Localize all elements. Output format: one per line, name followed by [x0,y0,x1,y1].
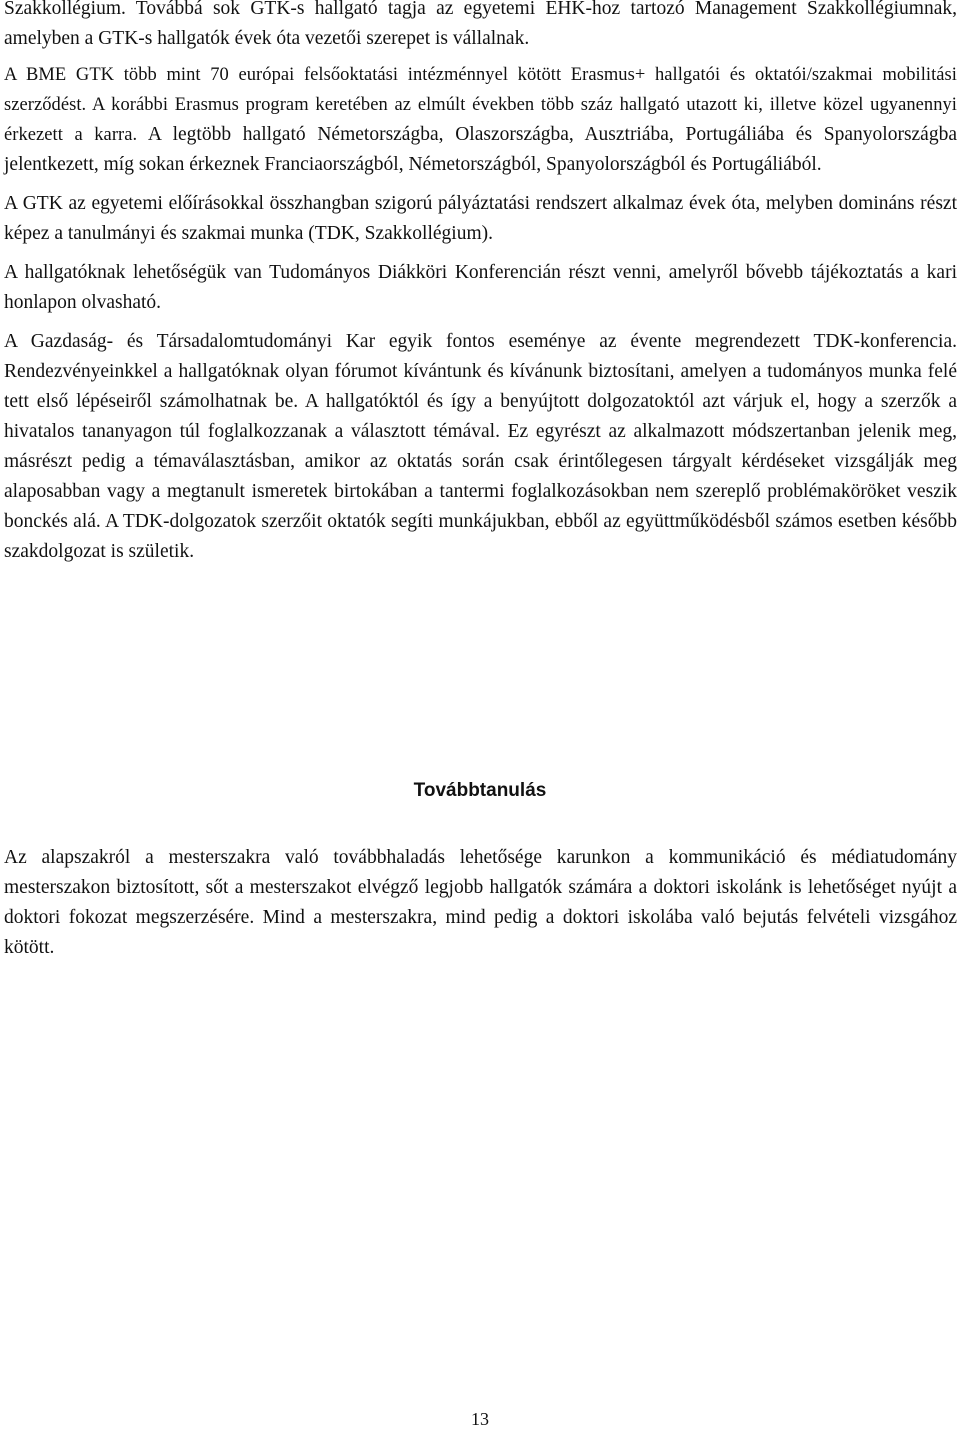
section-heading: Továbbtanulás [413,780,547,801]
paragraph-palyaztatas [4,189,957,249]
paragraph-text: Szakkollégium. Továbbá sok GTK-s hallgató tagja az egyetemi EHK-hoz tartozó Management Szakkollégiumnak, amelyben a GTK-s hallgatók évek óta vezetői szerepet is vállalnak. [4,0,957,49]
paragraph-text-sans: A BME GTK több mint 70 európai felsőoktatási intézménnyel kötött Erasmus+ hallgatói és oktatói/szakmai mobilitási szerződést. [4,65,957,115]
paragraph-tovabbtanulas [4,843,957,963]
paragraph-text: A legtöbb hallgató Németországba, Olaszországba, Ausztriába, Portugáliába és Spanyolországba jelentkezett, míg sokan érkeznek Franciaországból, Németországból, Spanyolországból és Portugáliából. [4,124,957,175]
page-number: 13 [471,1409,489,1429]
section-body [4,843,957,963]
paragraph-text: Az alapszakról a mesterszakra való továbbhaladás lehetősége karunkon a kommunikáció és médiatudomány mesterszakon biztosított, sőt a mesterszakot elvégző legjobb hallgatók számára a doktori iskolánk is lehetőséget nyújt a doktori fokozat megszerzésére. Mind a mesterszakra, mind pedig a doktori iskolába való bejutás felvételi vizsgához kötött. [4,847,957,958]
paragraph-text: A hallgatóknak lehetőségük van Tudományos Diákköri Konferencián részt venni, amelyről bővebb tájékoztatás a kari honlapon olvasható. [4,262,957,313]
paragraph-text-sans: A korábbi Erasmus program keretében az elmúlt években több száz hallgató utazott ki, illetve közel ugyanennyi érkezett a karra. [4,95,957,145]
main-text [4,0,957,567]
paragraph-text: A GTK az egyetemi előírásokkal összhangban szigorú pályáztatási rendszert alkalmaz évek óta, melyben domináns részt képez a tanulmányi és szakmai munka (TDK, Szakkollégium). [4,193,957,244]
paragraph-tdk-info [4,258,957,318]
paragraph-tdk-konferencia [4,327,957,567]
paragraph-text: A Gazdaság- és Társadalomtudományi Kar egyik fontos eseménye az évente megrendezett TDK-konferencia. Rendezvényeinkkel a hallgatóknak olyan fórumot kívántunk és kívánunk biztosítani, amelyen a tudományos munka felé tett első lépéseiről számolhatnak be. A hallgatóktól és így a benyújtott dolgozatoktól azt várjuk el, hogy a szerzők a hivatalos tananyagon túl foglalkozzanak a választott témával. Ez egyrészt az alkalmazott módszertanban jelenik meg, másrészt pedig a témaválasztásban, amikor az oktatás során csak érintőlegesen tárgyalt kérdéseket vizsgálják meg alaposabban vagy a megtanult ismeretek birtokában a tantermi foglalkozásokban nem szereplő problémaköröket veszik bonckés alá. A TDK-dolgozatok szerzőit oktatók segíti munkájukban, ebből az együttműködésből számos esetben később szakdolgozat is születik. [4,331,957,562]
paragraph-erasmus [4,60,957,180]
paragraph-szakkollegium [4,0,957,54]
